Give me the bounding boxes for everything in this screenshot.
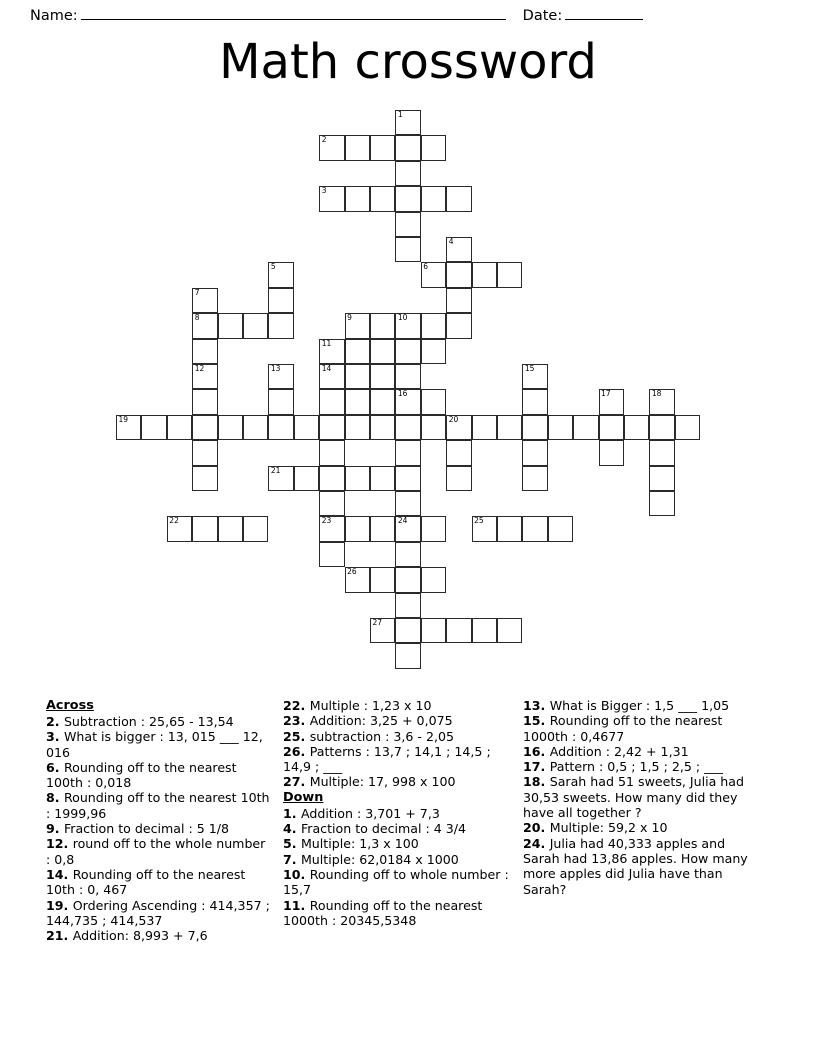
crossword-cell[interactable] — [395, 186, 420, 211]
clue-across-27 — [283, 774, 513, 789]
clues-column-3 — [523, 698, 773, 897]
clue-text: Multiple: 62,0184 x 1000 — [300, 851, 459, 867]
clue-down-18 — [523, 774, 763, 820]
cell-number: 21 — [270, 465, 281, 475]
crossword-cell[interactable] — [421, 339, 446, 364]
clue-text: Rounding off to the nearest 10th : 0, 467 — [46, 866, 246, 898]
crossword-cell[interactable] — [370, 135, 395, 160]
crossword-cell[interactable] — [421, 313, 446, 338]
crossword-cell[interactable] — [395, 415, 420, 440]
clue-across-19 — [46, 898, 273, 929]
cell-number: 16 — [397, 389, 408, 399]
clue-text: Sarah had 51 sweets, Julia had 30,53 sweets. How many did they have all together ? — [523, 774, 744, 821]
cell-number: 24 — [397, 516, 408, 526]
clue-number: 14. — [46, 866, 73, 882]
clue-text: Rounding off to whole number : 15,7 — [283, 866, 509, 898]
crossword-cell-24[interactable] — [395, 516, 420, 541]
crossword-cell[interactable] — [421, 389, 446, 414]
crossword-cell[interactable] — [345, 415, 370, 440]
crossword-cell-12[interactable] — [192, 364, 217, 389]
clue-text: Patterns : 13,7 ; 14,1 ; 14,5 ; 14,9 ; ___ — [283, 743, 491, 775]
crossword-cell[interactable] — [472, 415, 497, 440]
crossword-cell[interactable] — [395, 161, 420, 186]
clue-number: 22. — [283, 698, 310, 713]
crossword-cell[interactable] — [243, 516, 268, 541]
clue-across-6 — [46, 760, 273, 791]
clue-number: 13. — [523, 698, 550, 713]
clue-number: 24. — [523, 835, 550, 851]
clue-text: Rounding off to the nearest 1000th : 20345,5348 — [283, 897, 483, 928]
crossword-cell-23[interactable] — [319, 516, 344, 541]
crossword-cell-7[interactable] — [192, 288, 217, 313]
clue-number: 20. — [523, 820, 550, 836]
clue-down-16 — [523, 744, 763, 759]
clue-across-23 — [283, 713, 513, 728]
clue-down-1 — [283, 806, 513, 821]
crossword-cell[interactable] — [421, 567, 446, 592]
crossword-cell-1[interactable] — [395, 110, 420, 135]
clue-text: Addition: 3,25 + 0,075 — [309, 713, 453, 729]
clue-number: 10. — [283, 866, 310, 882]
crossword-cell[interactable] — [599, 440, 624, 465]
clue-number: 4. — [283, 821, 301, 837]
crossword-cell[interactable] — [649, 466, 674, 491]
clue-down-7 — [283, 852, 513, 867]
crossword-cell[interactable] — [395, 567, 420, 592]
crossword-cell[interactable] — [319, 466, 344, 491]
crossword-cell[interactable] — [345, 364, 370, 389]
clue-text: Addition : 3,701 + 7,3 — [300, 805, 440, 821]
crossword-cell-20[interactable] — [446, 415, 471, 440]
clue-text: Rounding off to the nearest 10th : 1999,96 — [46, 790, 270, 821]
crossword-cell[interactable] — [268, 415, 293, 440]
across-heading: Across — [46, 698, 94, 713]
clue-text: Multiple : 1,23 x 10 — [309, 698, 432, 713]
crossword-cell[interactable] — [395, 212, 420, 237]
clue-number: 26. — [283, 743, 310, 759]
crossword-cell[interactable] — [192, 466, 217, 491]
cell-number: 11 — [321, 338, 332, 348]
crossword-cell[interactable] — [624, 415, 649, 440]
crossword-cell-8[interactable] — [192, 313, 217, 338]
crossword-cell[interactable] — [218, 313, 243, 338]
clue-number: 15. — [523, 713, 550, 729]
crossword-cell-17[interactable] — [599, 389, 624, 414]
crossword-cell[interactable] — [345, 516, 370, 541]
clue-number: 12. — [46, 836, 73, 852]
clue-number: 23. — [283, 713, 310, 729]
crossword-cell[interactable] — [522, 415, 547, 440]
name-label: Name: — [30, 8, 78, 24]
clue-text: Fraction to decimal : 5 1/8 — [63, 821, 230, 837]
crossword-cell-6[interactable] — [421, 262, 446, 287]
clue-text: round off to the whole number : 0,8 — [46, 836, 266, 867]
crossword-cell-27[interactable] — [370, 618, 395, 643]
crossword-cell[interactable] — [497, 415, 522, 440]
cell-number: 25 — [474, 516, 484, 526]
crossword-cell[interactable] — [370, 186, 395, 211]
clue-text: What is Bigger : 1,5 ___ 1,05 — [549, 698, 730, 713]
crossword-cell[interactable] — [294, 415, 319, 440]
crossword-cell[interactable] — [446, 440, 471, 465]
crossword-cell[interactable] — [370, 339, 395, 364]
cell-number: 10 — [397, 313, 408, 323]
crossword-cell[interactable] — [675, 415, 700, 440]
crossword-cell[interactable] — [319, 389, 344, 414]
clue-down-10 — [283, 867, 513, 898]
page-title: Math crossword — [219, 34, 597, 90]
crossword-cell[interactable] — [192, 415, 217, 440]
crossword-cell[interactable] — [446, 618, 471, 643]
crossword-cell[interactable] — [446, 466, 471, 491]
clue-across-12 — [46, 836, 273, 867]
clue-down-5 — [283, 836, 513, 851]
clue-down-24 — [523, 836, 763, 897]
clue-down-13 — [523, 698, 763, 713]
crossword-cell[interactable] — [268, 313, 293, 338]
crossword-cell-19[interactable] — [116, 415, 141, 440]
crossword-cell[interactable] — [522, 516, 547, 541]
clue-across-26 — [283, 744, 513, 775]
cell-number: 4 — [448, 237, 454, 246]
clue-across-8 — [46, 790, 273, 821]
cell-number: 26 — [347, 567, 357, 577]
cell-number: 27 — [372, 618, 383, 627]
crossword-cell[interactable] — [268, 389, 293, 414]
crossword-cell[interactable] — [192, 389, 217, 414]
clue-text: Rounding off to the nearest 100th : 0,018 — [46, 759, 237, 791]
crossword-cell[interactable] — [395, 491, 420, 516]
crossword-cell[interactable] — [218, 415, 243, 440]
crossword-cell[interactable] — [472, 618, 497, 643]
clue-text: What is bigger : 13, 015 ___ 12, 016 — [46, 729, 263, 760]
clue-number: 18. — [523, 774, 550, 790]
clue-across-21 — [46, 928, 273, 943]
crossword-cell[interactable] — [395, 466, 420, 491]
crossword-cell[interactable] — [446, 186, 471, 211]
clues-column-1 — [46, 698, 283, 943]
crossword-cell[interactable] — [395, 593, 420, 618]
crossword-cell[interactable] — [192, 440, 217, 465]
clue-number: 9. — [46, 821, 64, 837]
crossword-cell[interactable] — [522, 440, 547, 465]
crossword-cell-26[interactable] — [345, 567, 370, 592]
clue-text: subtraction : 3,6 - 2,05 — [309, 728, 454, 744]
clue-down-4 — [283, 821, 513, 836]
clue-number: 17. — [523, 759, 550, 775]
crossword-cell-10[interactable] — [395, 313, 420, 338]
crossword-cell[interactable] — [319, 440, 344, 465]
clue-number: 11. — [283, 897, 310, 913]
crossword-cell[interactable] — [421, 186, 446, 211]
crossword-cell-4[interactable] — [446, 237, 471, 262]
down-heading: Down — [283, 789, 324, 805]
crossword-cell-16[interactable] — [395, 389, 420, 414]
crossword-cell[interactable] — [548, 415, 573, 440]
clue-across-9 — [46, 821, 273, 836]
clue-text: Rounding off to the nearest 1000th : 0,4677 — [523, 713, 723, 744]
clue-number: 3. — [46, 729, 64, 745]
cell-number: 20 — [448, 414, 459, 424]
clue-number: 1. — [283, 805, 301, 821]
crossword-cell-25[interactable] — [472, 516, 497, 541]
clue-number: 6. — [46, 759, 64, 775]
crossword-cell-15[interactable] — [522, 364, 547, 389]
clue-text: Addition : 2,42 + 1,31 — [549, 743, 689, 759]
crossword-cell[interactable] — [192, 516, 217, 541]
cell-number: 17 — [601, 389, 611, 399]
clue-down-17 — [523, 759, 763, 774]
clue-across-2 — [46, 714, 273, 729]
clue-number: 16. — [523, 743, 550, 759]
crossword-cell[interactable] — [370, 567, 395, 592]
crossword-cell[interactable] — [319, 491, 344, 516]
crossword-cell[interactable] — [649, 440, 674, 465]
crossword-cell[interactable] — [243, 313, 268, 338]
crossword-cell[interactable] — [497, 516, 522, 541]
clue-text: Multiple: 1,3 x 100 — [300, 836, 419, 852]
cell-number: 9 — [347, 313, 352, 323]
cell-number: 7 — [194, 287, 200, 297]
clue-across-3 — [46, 729, 273, 760]
crossword-cell-18[interactable] — [649, 389, 674, 414]
crossword-cell[interactable] — [370, 364, 395, 389]
crossword-cell[interactable] — [345, 389, 370, 414]
clue-text: Fraction to decimal : 4 3/4 — [300, 821, 467, 837]
crossword-cell[interactable] — [522, 466, 547, 491]
clue-across-22 — [283, 698, 513, 713]
clue-number: 8. — [46, 790, 64, 806]
crossword-cell[interactable] — [218, 516, 243, 541]
clues-column-2 — [283, 698, 523, 928]
crossword-cell[interactable] — [370, 415, 395, 440]
cell-number: 1 — [397, 110, 403, 119]
clue-number: 2. — [46, 714, 64, 729]
cell-number: 19 — [118, 414, 129, 424]
crossword-cell-21[interactable] — [268, 466, 293, 491]
crossword-cell[interactable] — [421, 415, 446, 440]
cell-number: 13 — [270, 364, 281, 373]
clue-text: Multiple: 59,2 x 10 — [549, 820, 668, 836]
crossword-cell[interactable] — [192, 339, 217, 364]
clue-across-25 — [283, 729, 513, 744]
crossword-cell[interactable] — [497, 262, 522, 287]
crossword-cell-3[interactable] — [319, 186, 344, 211]
crossword-cell[interactable] — [522, 389, 547, 414]
crossword-cell[interactable] — [548, 516, 573, 541]
crossword-cell[interactable] — [243, 415, 268, 440]
clue-text: Julia had 40,333 apples and Sarah had 13,86 apples. How many more apples did Julia have than Sarah? — [523, 835, 748, 897]
crossword-cell[interactable] — [421, 516, 446, 541]
crossword-cell[interactable] — [649, 415, 674, 440]
crossword-cell[interactable] — [395, 440, 420, 465]
crossword-cell[interactable] — [395, 618, 420, 643]
clue-down-11 — [283, 898, 513, 929]
cell-number: 12 — [194, 364, 205, 373]
crossword-cell[interactable] — [446, 262, 471, 287]
cell-number: 15 — [524, 364, 535, 373]
clue-down-20 — [523, 820, 763, 835]
clue-across-14 — [46, 867, 273, 898]
crossword-cell[interactable] — [268, 288, 293, 313]
clue-number: 27. — [283, 774, 310, 790]
crossword-cell[interactable] — [294, 466, 319, 491]
crossword-cell[interactable] — [497, 618, 522, 643]
crossword-cell[interactable] — [395, 364, 420, 389]
cell-number: 5 — [270, 262, 276, 272]
cell-number: 3 — [321, 186, 327, 196]
crossword-cell[interactable] — [370, 516, 395, 541]
cell-number: 14 — [321, 364, 332, 373]
crossword-cell[interactable] — [345, 339, 370, 364]
crossword-cell[interactable] — [472, 262, 497, 287]
crossword-cell[interactable] — [421, 618, 446, 643]
cell-number: 2 — [321, 135, 327, 145]
crossword-cell[interactable] — [599, 415, 624, 440]
crossword-cell-14[interactable] — [319, 364, 344, 389]
crossword-cell-11[interactable] — [319, 339, 344, 364]
clue-text: Subtraction : 25,65 - 13,54 — [63, 714, 234, 729]
crossword-cell[interactable] — [395, 643, 420, 668]
crossword-cell-5[interactable] — [268, 262, 293, 287]
clue-text: Pattern : 0,5 ; 1,5 ; 2,5 ; ___ — [549, 759, 723, 775]
clue-down-15 — [523, 713, 763, 744]
crossword-cell[interactable] — [446, 313, 471, 338]
crossword-cell[interactable] — [370, 466, 395, 491]
crossword-cell[interactable] — [649, 491, 674, 516]
crossword-cell[interactable] — [395, 542, 420, 567]
cell-number: 18 — [651, 389, 662, 399]
clue-text: Addition: 8,993 + 7,6 — [72, 928, 208, 944]
clues-section — [46, 698, 776, 988]
crossword-cell-22[interactable] — [167, 516, 192, 541]
clue-number: 19. — [46, 897, 73, 913]
crossword-cell[interactable] — [319, 415, 344, 440]
crossword-cell[interactable] — [345, 186, 370, 211]
clue-number: 5. — [283, 836, 301, 852]
crossword-cell[interactable] — [395, 237, 420, 262]
crossword-cell-9[interactable] — [345, 313, 370, 338]
crossword-cell[interactable] — [345, 466, 370, 491]
cell-number: 23 — [321, 516, 332, 526]
crossword-cell-2[interactable] — [319, 135, 344, 160]
crossword-cell-13[interactable] — [268, 364, 293, 389]
crossword-cell[interactable] — [345, 135, 370, 160]
crossword-cell[interactable] — [319, 542, 344, 567]
cell-number: 8 — [194, 313, 200, 323]
crossword-cell[interactable] — [446, 288, 471, 313]
crossword-cell[interactable] — [167, 415, 192, 440]
crossword-cell[interactable] — [395, 339, 420, 364]
crossword-cell[interactable] — [370, 313, 395, 338]
clue-number: 25. — [283, 728, 310, 744]
date-label: Date: — [522, 8, 563, 24]
crossword-cell[interactable] — [421, 135, 446, 160]
crossword-cell[interactable] — [573, 415, 598, 440]
clue-text: Multiple: 17, 998 x 100 — [309, 774, 456, 790]
cell-number: 6 — [423, 262, 429, 272]
cell-number: 22 — [169, 516, 179, 526]
crossword-cell[interactable] — [395, 135, 420, 160]
crossword-cell[interactable] — [141, 415, 166, 440]
clue-text: Ordering Ascending : 414,357 ; 144,735 ; 414,537 — [46, 897, 270, 928]
crossword-cell[interactable] — [370, 389, 395, 414]
clue-number: 7. — [283, 851, 301, 867]
clue-number: 21. — [46, 928, 73, 944]
